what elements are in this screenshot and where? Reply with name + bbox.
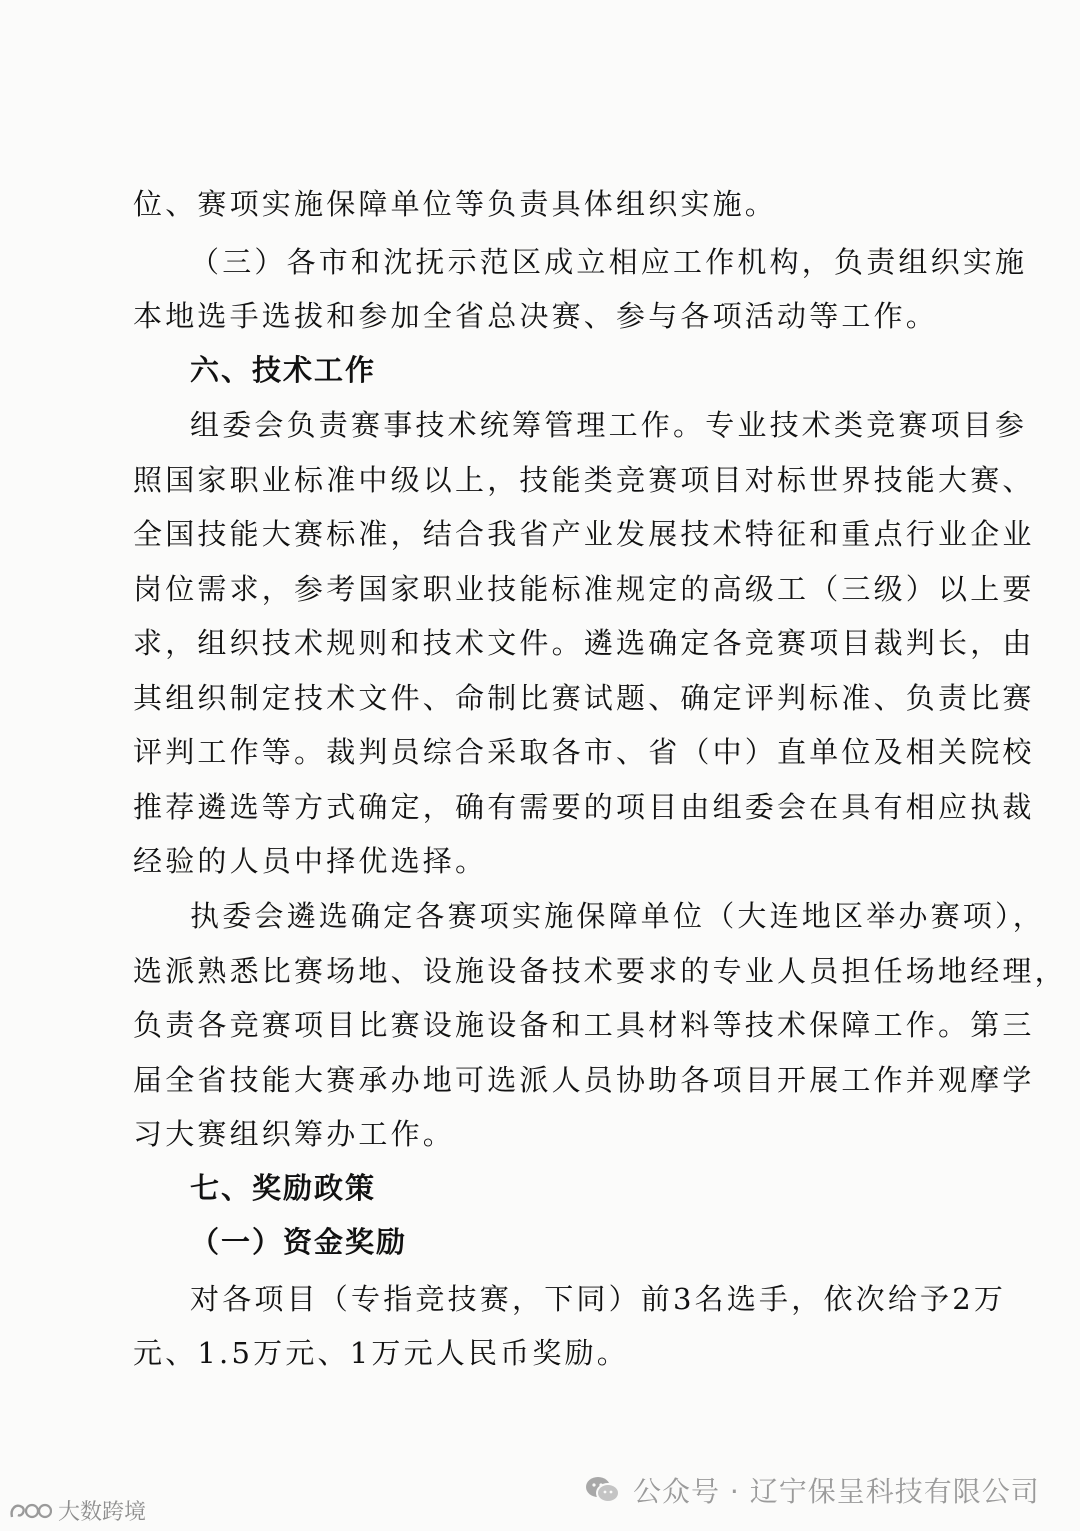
section-heading: 七、奖励政策 [190, 1171, 377, 1205]
body-line: 习大赛组织筹办工作。 [133, 1117, 456, 1151]
body-line: 执委会遴选确定各赛项实施保障单位（大连地区举办赛项）， [190, 899, 1045, 933]
body-line: 其组织制定技术文件、命制比赛试题、确定评判标准、负责比赛 [133, 681, 1035, 715]
body-line: 岗位需求，参考国家职业技能标准规定的高级工（三级）以上要 [133, 572, 1035, 606]
body-line: 全国技能大赛标准，结合我省产业发展技术特征和重点行业企业 [133, 517, 1035, 551]
wechat-watermark [585, 1470, 1040, 1510]
wechat-account-label: 公众号 · 辽宁保呈科技有限公司 [633, 1475, 1040, 1508]
body-line: 推荐遴选等方式确定，确有需要的项目由组委会在具有相应执裁 [133, 790, 1035, 824]
body-line: 选派熟悉比赛场地、设施设备技术要求的专业人员担任场地经理， [133, 954, 1067, 988]
body-line: 届全省技能大赛承办地可选派人员协助各项目开展工作并观摩学 [133, 1063, 1035, 1097]
body-line: 负责各竞赛项目比赛设施设备和工具材料等技术保障工作。第三 [133, 1008, 1035, 1042]
body-line: 对各项目（专指竞技赛，下同）前3名选手，依次给予2万 [190, 1282, 1007, 1316]
corner-logo-icon [8, 1499, 52, 1523]
wechat-icon [585, 1475, 621, 1505]
section-heading: 六、技术工作 [190, 353, 377, 387]
corner-logo-label: 大数跨境 [58, 1500, 147, 1525]
body-line: 经验的人员中择优选择。 [133, 844, 488, 878]
body-line: 本地选手选拔和参加全省总决赛、参与各项活动等工作。 [133, 299, 939, 333]
body-line: （三）各市和沈抚示范区成立相应工作机构，负责组织实施 [190, 245, 1028, 279]
body-line: 组委会负责赛事技术统筹管理工作。专业技术类竞赛项目参 [190, 408, 1028, 442]
body-line: 位、赛项实施保障单位等负责具体组织实施。 [133, 187, 778, 221]
body-line: 照国家职业标准中级以上，技能类竞赛项目对标世界技能大赛、 [133, 463, 1035, 497]
body-line: 评判工作等。裁判员综合采取各市、省（中）直单位及相关院校 [133, 735, 1035, 769]
body-line: 元、1.5万元、1万元人民币奖励。 [133, 1336, 629, 1370]
corner-watermark [8, 1495, 146, 1526]
body-line: 求，组织技术规则和技术文件。遴选确定各竞赛项目裁判长，由 [133, 626, 1035, 660]
subsection-heading: （一）资金奖励 [190, 1225, 408, 1259]
